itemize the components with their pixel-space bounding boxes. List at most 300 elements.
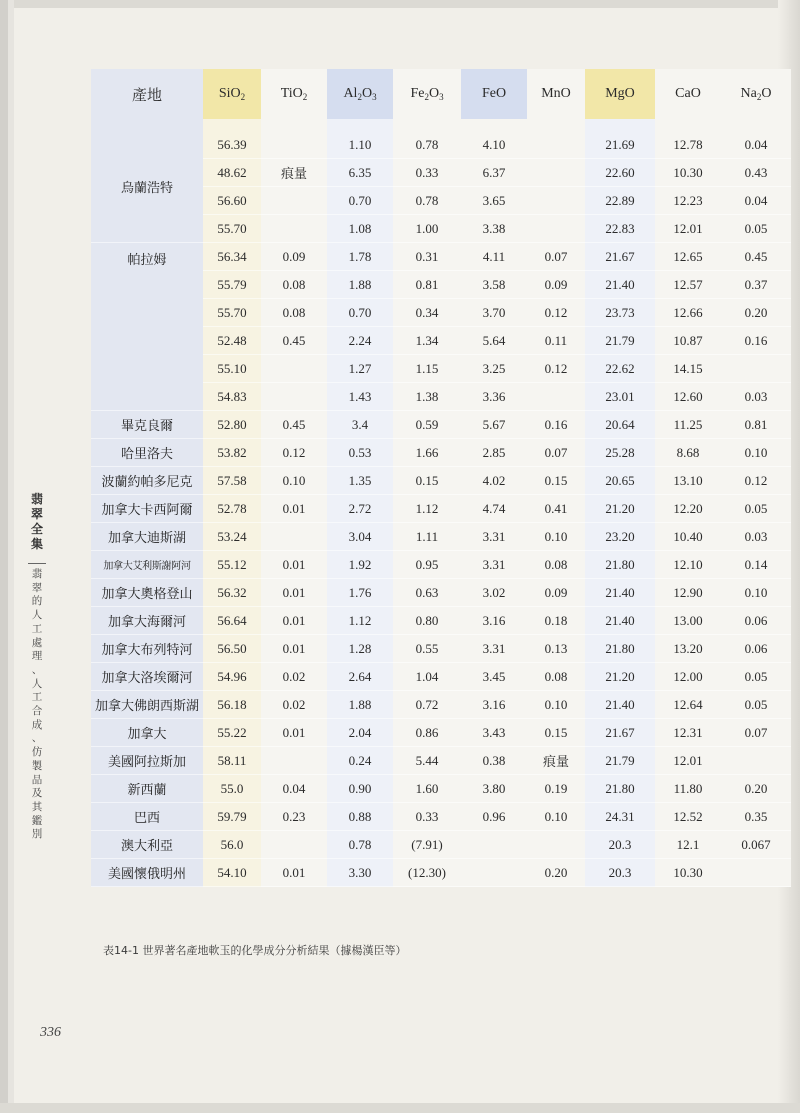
table-row (91, 691, 791, 719)
header-fe2o3-base: Fe (410, 86, 425, 101)
cao-cell: 12.23 (655, 187, 721, 215)
mgo-cell: 21.67 (585, 243, 655, 271)
spacer-cell (527, 119, 585, 131)
spacer-cell (91, 119, 203, 131)
fe2o3-cell: 0.86 (393, 719, 461, 747)
al2o3-cell: 2.64 (327, 663, 393, 691)
sidebar-subtitle-char: 鑑 (31, 814, 43, 827)
mgo-cell: 22.89 (585, 187, 655, 215)
sidebar-subtitle-char: 、 (31, 663, 43, 676)
sidebar-subtitle-char: 工 (31, 622, 43, 635)
al2o3-cell: 0.53 (327, 439, 393, 467)
locality-cell: 澳大利亞 (91, 831, 203, 859)
fe2o3-cell: 0.63 (393, 579, 461, 607)
fe2o3-cell: 0.78 (393, 187, 461, 215)
na2o-cell: 0.43 (721, 159, 791, 187)
sio2-cell: 56.34 (203, 243, 261, 271)
cao-cell: 12.60 (655, 383, 721, 411)
al2o3-cell: 1.43 (327, 383, 393, 411)
mgo-cell: 22.62 (585, 355, 655, 383)
mno-cell: 0.12 (527, 355, 585, 383)
table-row (91, 803, 791, 831)
sidebar-title-char: 全 (30, 522, 43, 536)
mgo-cell: 21.80 (585, 635, 655, 663)
feo-cell: 4.02 (461, 467, 527, 495)
sidebar-subtitle-char: 理 (31, 650, 43, 663)
table-row (91, 439, 791, 467)
mno-cell: 痕量 (527, 747, 585, 775)
mgo-cell: 20.3 (585, 831, 655, 859)
mgo-cell: 23.73 (585, 299, 655, 327)
fe2o3-cell: (12.30) (393, 859, 461, 887)
locality-cell: 加拿大艾利斯謝阿河 (91, 551, 203, 579)
mno-cell: 0.12 (527, 299, 585, 327)
tio2-cell: 0.12 (261, 439, 327, 467)
mno-cell (527, 215, 585, 243)
mno-cell: 0.08 (527, 551, 585, 579)
al2o3-cell: 1.35 (327, 467, 393, 495)
header-sio2-base: SiO (218, 86, 241, 101)
fe2o3-cell: 0.95 (393, 551, 461, 579)
mno-cell: 0.18 (527, 607, 585, 635)
header-fe2o3-sub2: 3 (439, 92, 444, 102)
sio2-cell: 52.78 (203, 495, 261, 523)
cao-cell: 12.01 (655, 747, 721, 775)
header-sio2-sub: 2 (240, 92, 246, 102)
locality-cell: 加拿大 (91, 719, 203, 747)
sidebar-subtitle-char: 人 (31, 677, 43, 690)
al2o3-cell: 0.70 (327, 299, 393, 327)
fe2o3-cell: 1.15 (393, 355, 461, 383)
table-body (91, 131, 791, 887)
feo-cell: 3.36 (461, 383, 527, 411)
table-row (91, 775, 791, 803)
cao-cell: 12.65 (655, 243, 721, 271)
mgo-cell: 20.3 (585, 859, 655, 887)
tio2-cell: 0.45 (261, 327, 327, 355)
mno-cell: 0.07 (527, 243, 585, 271)
sio2-cell: 58.11 (203, 747, 261, 775)
tio2-cell: 0.01 (261, 579, 327, 607)
al2o3-cell: 3.30 (327, 859, 393, 887)
al2o3-cell: 2.72 (327, 495, 393, 523)
sio2-cell: 53.24 (203, 523, 261, 551)
locality-cell: 帕拉姆 (91, 243, 203, 411)
cao-cell: 12.52 (655, 803, 721, 831)
table-header (91, 69, 791, 131)
fe2o3-cell: 0.33 (393, 803, 461, 831)
sio2-cell: 48.62 (203, 159, 261, 187)
header-spacer-row (91, 119, 791, 131)
spacer-cell (327, 119, 393, 131)
header-mgo: MgO (585, 69, 655, 119)
page-number: 336 (40, 1025, 61, 1040)
mno-cell: 0.07 (527, 439, 585, 467)
header-fe2o3-mid: O (428, 86, 440, 101)
header-al2o3-base: Al (343, 86, 358, 101)
spacer-cell (203, 119, 261, 131)
al2o3-cell: 3.04 (327, 523, 393, 551)
header-feo: FeO (461, 69, 527, 119)
header-na2o-sub: 2 (756, 92, 762, 102)
mgo-cell: 21.80 (585, 775, 655, 803)
header-sio2 (203, 69, 261, 119)
sidebar-subtitle-char: 、 (31, 732, 43, 745)
spacer-cell (461, 119, 527, 131)
tio2-cell: 0.02 (261, 691, 327, 719)
sio2-cell: 54.96 (203, 663, 261, 691)
na2o-cell: 0.20 (721, 775, 791, 803)
tio2-cell: 0.23 (261, 803, 327, 831)
sidebar-subtitle-char: 別 (31, 828, 43, 841)
sio2-cell: 55.79 (203, 271, 261, 299)
sio2-cell: 54.10 (203, 859, 261, 887)
spacer-cell (655, 119, 721, 131)
tio2-cell: 0.01 (261, 719, 327, 747)
mno-cell: 0.10 (527, 803, 585, 831)
mno-cell: 0.20 (527, 859, 585, 887)
feo-cell: 0.96 (461, 803, 527, 831)
na2o-cell: 0.05 (721, 691, 791, 719)
fe2o3-cell: 0.72 (393, 691, 461, 719)
tio2-cell (261, 131, 327, 159)
al2o3-cell: 1.78 (327, 243, 393, 271)
na2o-cell: 0.45 (721, 243, 791, 271)
fe2o3-cell: 0.80 (393, 607, 461, 635)
header-tio2 (261, 69, 327, 119)
cao-cell: 8.68 (655, 439, 721, 467)
page-bottom-shadow (0, 1103, 800, 1113)
feo-cell (461, 831, 527, 859)
tio2-cell: 0.04 (261, 775, 327, 803)
feo-cell: 4.11 (461, 243, 527, 271)
sidebar-subtitle-char: 品 (31, 773, 43, 786)
book-spine-edge (8, 0, 14, 1113)
feo-cell: 3.16 (461, 607, 527, 635)
fe2o3-cell: 1.00 (393, 215, 461, 243)
feo-cell: 3.70 (461, 299, 527, 327)
sidebar-subtitle-char: 其 (31, 800, 43, 813)
mno-cell: 0.19 (527, 775, 585, 803)
locality-cell: 哈里洛夫 (91, 439, 203, 467)
sio2-cell: 55.70 (203, 299, 261, 327)
sidebar-title-char: 翠 (30, 507, 43, 521)
cao-cell: 12.20 (655, 495, 721, 523)
sio2-cell: 55.12 (203, 551, 261, 579)
cao-cell: 12.78 (655, 131, 721, 159)
tio2-cell: 0.09 (261, 243, 327, 271)
mno-cell: 0.11 (527, 327, 585, 355)
mno-cell (527, 131, 585, 159)
mgo-cell: 20.65 (585, 467, 655, 495)
na2o-cell: 0.067 (721, 831, 791, 859)
book-title-vertical (27, 492, 47, 552)
header-tio2-base: TiO (280, 86, 303, 101)
al2o3-cell: 2.24 (327, 327, 393, 355)
spacer-cell (585, 119, 655, 131)
table-row (91, 719, 791, 747)
mgo-cell: 23.20 (585, 523, 655, 551)
cao-cell: 11.80 (655, 775, 721, 803)
mno-cell: 0.10 (527, 691, 585, 719)
header-mno: MnO (527, 69, 585, 119)
locality-cell: 美國懷俄明州 (91, 859, 203, 887)
locality-cell: 波蘭約帕多尼克 (91, 467, 203, 495)
fe2o3-cell: 0.55 (393, 635, 461, 663)
feo-cell (461, 859, 527, 887)
feo-cell: 3.80 (461, 775, 527, 803)
sio2-cell: 55.70 (203, 215, 261, 243)
na2o-cell: 0.05 (721, 663, 791, 691)
al2o3-cell: 1.28 (327, 635, 393, 663)
fe2o3-cell: 0.34 (393, 299, 461, 327)
feo-cell: 3.02 (461, 579, 527, 607)
mgo-cell: 21.69 (585, 131, 655, 159)
locality-cell: 美國阿拉斯加 (91, 747, 203, 775)
sidebar-title-char: 集 (30, 537, 43, 551)
na2o-cell (721, 859, 791, 887)
sidebar-subtitle-char: 製 (31, 759, 43, 772)
feo-cell: 3.31 (461, 551, 527, 579)
mgo-cell: 21.67 (585, 719, 655, 747)
tio2-cell (261, 215, 327, 243)
tio2-cell: 0.01 (261, 635, 327, 663)
sio2-cell: 52.80 (203, 411, 261, 439)
sio2-cell: 56.39 (203, 131, 261, 159)
fe2o3-cell: (7.91) (393, 831, 461, 859)
table-row (91, 859, 791, 887)
sio2-cell: 55.10 (203, 355, 261, 383)
sio2-cell: 57.58 (203, 467, 261, 495)
mno-cell: 0.08 (527, 663, 585, 691)
cao-cell: 10.30 (655, 859, 721, 887)
mgo-cell: 21.20 (585, 495, 655, 523)
page-top-shadow (0, 0, 800, 8)
tio2-cell: 0.45 (261, 411, 327, 439)
na2o-cell: 0.16 (721, 327, 791, 355)
al2o3-cell: 0.88 (327, 803, 393, 831)
feo-cell: 3.25 (461, 355, 527, 383)
feo-cell: 4.74 (461, 495, 527, 523)
feo-cell: 3.16 (461, 691, 527, 719)
feo-cell: 3.38 (461, 215, 527, 243)
composition-table (91, 69, 791, 887)
fe2o3-cell: 1.11 (393, 523, 461, 551)
tio2-cell (261, 747, 327, 775)
header-na2o-tail: O (761, 86, 772, 101)
header-tio2-sub: 2 (302, 92, 308, 102)
na2o-cell: 0.10 (721, 579, 791, 607)
header-al2o3-sub2: 3 (372, 92, 377, 102)
mgo-cell: 21.79 (585, 327, 655, 355)
al2o3-cell: 1.27 (327, 355, 393, 383)
cao-cell: 12.01 (655, 215, 721, 243)
feo-cell: 3.58 (461, 271, 527, 299)
mgo-cell: 21.79 (585, 747, 655, 775)
al2o3-cell: 1.88 (327, 691, 393, 719)
sidebar-subtitle-char: 仿 (31, 746, 43, 759)
mgo-cell: 21.40 (585, 579, 655, 607)
feo-cell: 3.31 (461, 523, 527, 551)
sidebar-subtitle-char: 合 (31, 705, 43, 718)
fe2o3-cell: 1.60 (393, 775, 461, 803)
header-na2o (721, 69, 791, 119)
mno-cell: 0.16 (527, 411, 585, 439)
header-na2o-base: Na (740, 86, 757, 101)
al2o3-cell: 1.08 (327, 215, 393, 243)
locality-cell: 畢克良爾 (91, 411, 203, 439)
al2o3-cell: 1.92 (327, 551, 393, 579)
locality-cell: 加拿大迪斯湖 (91, 523, 203, 551)
cao-cell: 14.15 (655, 355, 721, 383)
na2o-cell: 0.06 (721, 635, 791, 663)
cao-cell: 13.10 (655, 467, 721, 495)
feo-cell: 2.85 (461, 439, 527, 467)
na2o-cell: 0.06 (721, 607, 791, 635)
na2o-cell: 0.14 (721, 551, 791, 579)
mgo-cell: 21.40 (585, 607, 655, 635)
al2o3-cell: 1.10 (327, 131, 393, 159)
fe2o3-cell: 0.31 (393, 243, 461, 271)
cao-cell: 12.1 (655, 831, 721, 859)
header-al2o3-sub1: 2 (357, 92, 362, 102)
table-row (91, 495, 791, 523)
fe2o3-cell: 1.66 (393, 439, 461, 467)
sidebar-divider (28, 563, 46, 564)
table-row (91, 635, 791, 663)
fe2o3-cell: 1.38 (393, 383, 461, 411)
al2o3-cell: 0.90 (327, 775, 393, 803)
fe2o3-cell: 0.15 (393, 467, 461, 495)
sidebar-subtitle-char: 翠 (31, 581, 43, 594)
cao-cell: 12.64 (655, 691, 721, 719)
sidebar-subtitle-char: 處 (31, 636, 43, 649)
sidebar-subtitle-char: 翡 (31, 568, 43, 580)
cao-cell: 12.66 (655, 299, 721, 327)
fe2o3-cell: 0.33 (393, 159, 461, 187)
al2o3-cell: 3.4 (327, 411, 393, 439)
feo-cell: 4.10 (461, 131, 527, 159)
na2o-cell: 0.35 (721, 803, 791, 831)
table-row (91, 579, 791, 607)
fe2o3-cell: 0.78 (393, 131, 461, 159)
cao-cell: 12.10 (655, 551, 721, 579)
locality-cell: 加拿大奧格登山 (91, 579, 203, 607)
mno-cell: 0.15 (527, 467, 585, 495)
sidebar-subtitle-char: 成 (31, 718, 43, 731)
sio2-cell: 56.18 (203, 691, 261, 719)
cao-cell: 13.00 (655, 607, 721, 635)
fe2o3-cell: 0.59 (393, 411, 461, 439)
mgo-cell: 21.80 (585, 551, 655, 579)
feo-cell: 3.31 (461, 635, 527, 663)
chapter-title-vertical (29, 568, 45, 842)
sidebar-subtitle-char: 人 (31, 609, 43, 622)
tio2-cell (261, 355, 327, 383)
tio2-cell: 0.08 (261, 271, 327, 299)
na2o-cell: 0.03 (721, 523, 791, 551)
cao-cell: 12.90 (655, 579, 721, 607)
tio2-cell: 0.08 (261, 299, 327, 327)
al2o3-cell: 2.04 (327, 719, 393, 747)
header-al2o3 (327, 69, 393, 119)
cao-cell: 11.25 (655, 411, 721, 439)
tio2-cell (261, 187, 327, 215)
tio2-cell (261, 831, 327, 859)
tio2-cell: 痕量 (261, 159, 327, 187)
mno-cell (527, 187, 585, 215)
mgo-cell: 21.40 (585, 691, 655, 719)
tio2-cell (261, 523, 327, 551)
al2o3-cell: 0.70 (327, 187, 393, 215)
na2o-cell: 0.07 (721, 719, 791, 747)
table-row (91, 243, 791, 271)
header-fe2o3-sub1: 2 (424, 92, 429, 102)
table-row (91, 551, 791, 579)
table-row (91, 831, 791, 859)
na2o-cell: 0.04 (721, 131, 791, 159)
locality-cell: 新西蘭 (91, 775, 203, 803)
al2o3-cell: 6.35 (327, 159, 393, 187)
mgo-cell: 21.20 (585, 663, 655, 691)
cao-cell: 10.87 (655, 327, 721, 355)
sio2-cell: 59.79 (203, 803, 261, 831)
al2o3-cell: 1.88 (327, 271, 393, 299)
mno-cell: 0.41 (527, 495, 585, 523)
cao-cell: 12.00 (655, 663, 721, 691)
locality-cell: 加拿大洛埃爾河 (91, 663, 203, 691)
al2o3-cell: 1.76 (327, 579, 393, 607)
spacer-cell (393, 119, 461, 131)
cao-cell: 12.57 (655, 271, 721, 299)
sio2-cell: 52.48 (203, 327, 261, 355)
table-row (91, 747, 791, 775)
al2o3-cell: 1.12 (327, 607, 393, 635)
feo-cell: 5.64 (461, 327, 527, 355)
fe2o3-cell: 0.81 (393, 271, 461, 299)
na2o-cell: 0.05 (721, 215, 791, 243)
tio2-cell (261, 383, 327, 411)
fe2o3-cell: 1.34 (393, 327, 461, 355)
mno-cell: 0.09 (527, 579, 585, 607)
al2o3-cell: 0.78 (327, 831, 393, 859)
table-row (91, 411, 791, 439)
tio2-cell: 0.01 (261, 607, 327, 635)
na2o-cell (721, 747, 791, 775)
mgo-cell: 22.60 (585, 159, 655, 187)
na2o-cell: 0.20 (721, 299, 791, 327)
table-row (91, 467, 791, 495)
sio2-cell: 55.0 (203, 775, 261, 803)
tio2-cell: 0.10 (261, 467, 327, 495)
sio2-cell: 55.22 (203, 719, 261, 747)
locality-cell: 加拿大布列特河 (91, 635, 203, 663)
table-row (91, 523, 791, 551)
sio2-cell: 56.0 (203, 831, 261, 859)
locality-cell: 加拿大海爾河 (91, 607, 203, 635)
tio2-cell: 0.01 (261, 859, 327, 887)
header-cao: CaO (655, 69, 721, 119)
na2o-cell: 0.04 (721, 187, 791, 215)
spacer-cell (721, 119, 791, 131)
mno-cell (527, 831, 585, 859)
locality-cell: 加拿大佛朗西斯湖 (91, 691, 203, 719)
table-row (91, 607, 791, 635)
locality-cell: 烏蘭浩特 (91, 131, 203, 243)
table-row (91, 663, 791, 691)
composition-table-container (91, 69, 791, 921)
sio2-cell: 56.64 (203, 607, 261, 635)
